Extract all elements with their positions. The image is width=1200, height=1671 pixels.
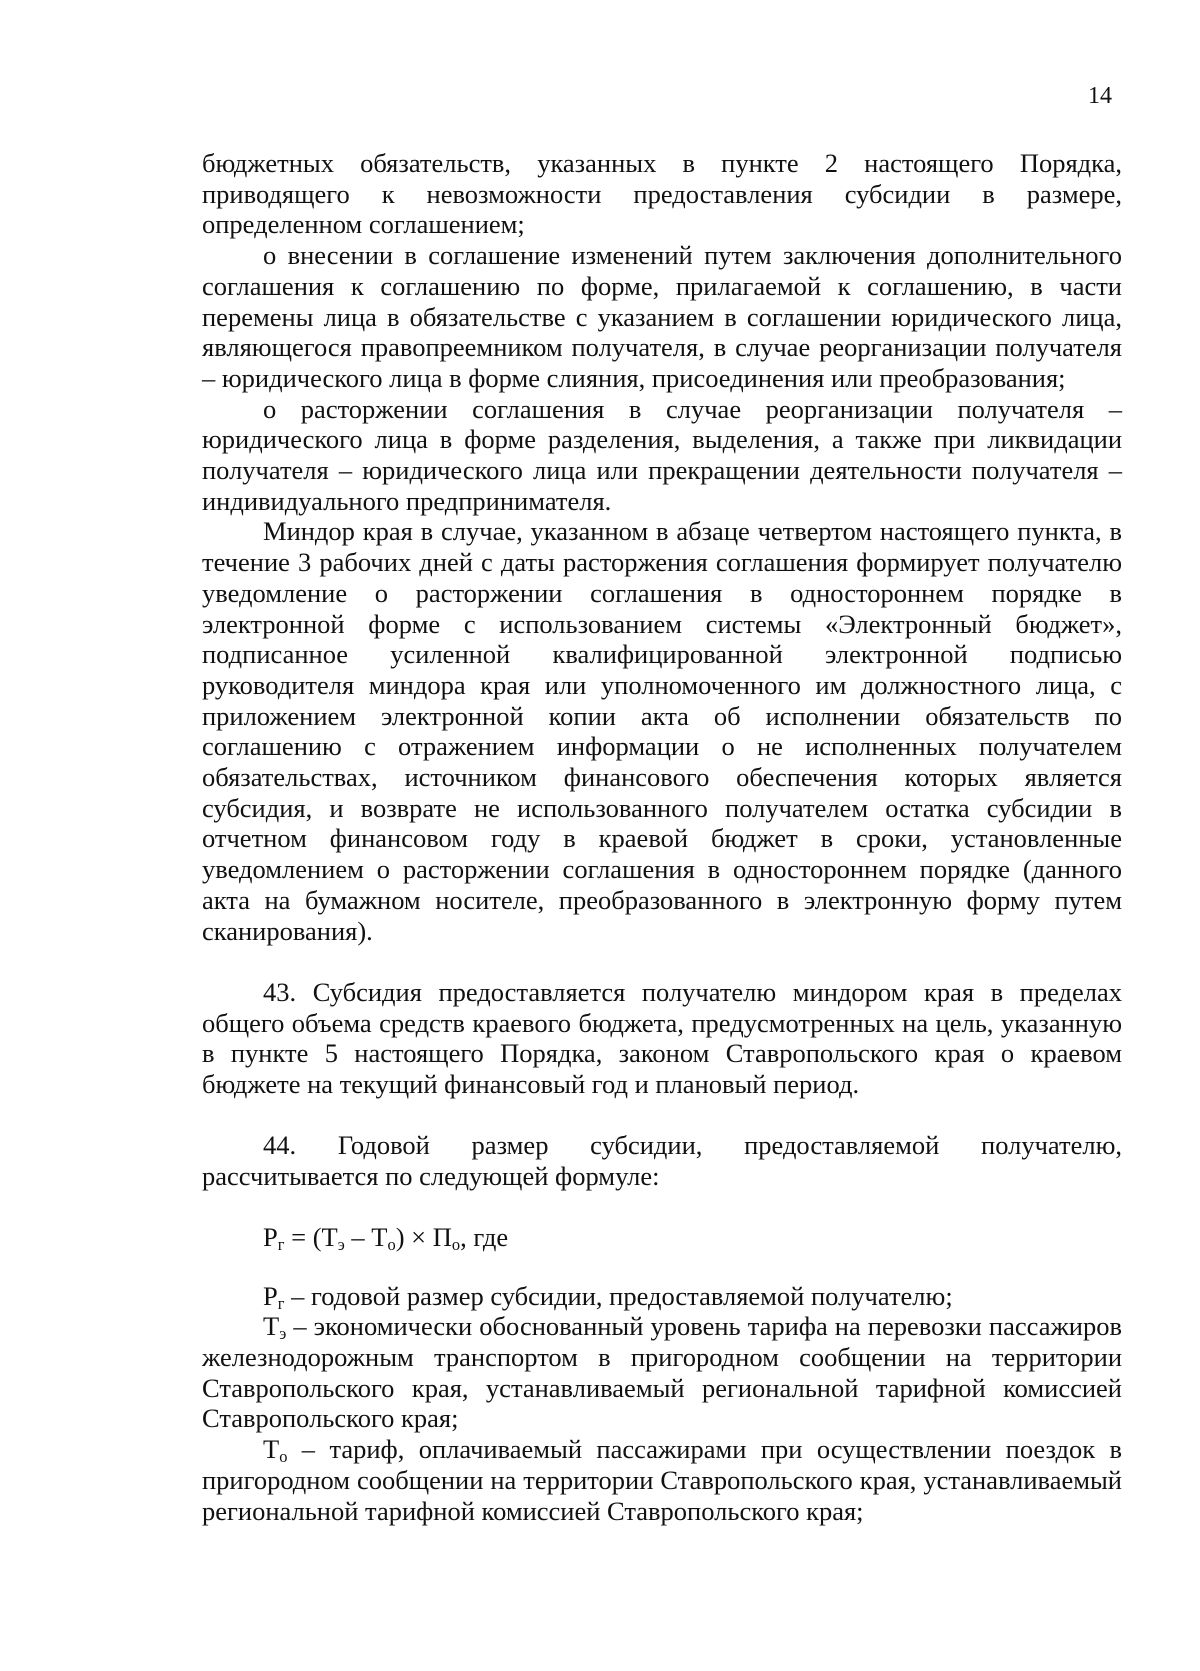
paragraph-termination: о расторжении соглашения в случае реорганизации получателя – юридического лица в форме разделения, выделения, а также при ликвидации получателя – юридического лица или прекращении деятельности получателя – индивидуального предпринимателя. bbox=[202, 393, 1122, 516]
paragraph-amendment: о внесении в соглашение изменений путем заключения дополнительного соглашения к соглашению по форме, прилагаемой к соглашению, в части перемены лица в обязательстве с указанием в соглашении юридического лица, являющегося правопреемником получателя, в случае реорганизации получателя – юридического лица в форме слияния, присоединения или преобразования; bbox=[202, 240, 1122, 393]
definition-to: $Т_о$ – тариф, оплачиваемый пассажирами при осуществлении поездок в пригородном сообщении на территории Ставропольского края, устанавливаемый региональной тарифной комиссией Ставропольского края; bbox=[202, 1434, 1122, 1526]
paragraph-item-43: 43. Субсидия предоставляется получателю миндором края в пределах общего объема средств краевого бюджета, предусмотренных на цель, указанную в пункте 5 настоящего Порядка, законом Ставропольского края о краевом бюджете на текущий финансовый год и плановый период. bbox=[202, 976, 1122, 1100]
paragraph-mindor-notice: Миндор края в случае, указанном в абзаце четвертом настоящего пункта, в течение 3 рабочих дней с даты расторжения соглашения формирует получателю уведомление о расторжении соглашения в одностороннем порядке в электронной форме с использованием системы «Электронный бюджет», подписанное усиленной квалифицированной электронной подписью руководителя миндора края или уполномоченного им должностного лица, с приложением электронной копии акта об исполнении обязательств по соглашению с отражением информации о не исполненных получателем обязательствах, источником финансового обеспечения которых является субсидия, и возврате не использованного получателем остатка субсидии в отчетном финансовом году в краевой бюджет в сроки, установленные уведомлением о расторжении соглашения в одностороннем порядке (данного акта на бумажном носителе, преобразованного в электронную форму путем сканирования). bbox=[202, 516, 1122, 946]
formula: $Р_г = (Т_э - Т_о) \times П_о$, где bbox=[263, 1221, 509, 1254]
definition-te: $Т_э$ – экономически обоснованный уровень тарифа на перевозки пассажиров железнодорожным транспортом в пригородном сообщении на территории Ставропольского края, устанавливаемый региональной тарифной комиссией Ставропольского края; bbox=[202, 1311, 1122, 1434]
document-body bbox=[202, 148, 1122, 1526]
paragraph-item-44: 44. Годовой размер субсидии, предоставляемой получателю, рассчитывается по следующей формуле: bbox=[202, 1130, 1122, 1192]
definition-pg: $Р_г$ – годовой размер субсидии, предоставляемой получателю; bbox=[263, 1280, 953, 1313]
page-number: 14 bbox=[1088, 83, 1112, 109]
paragraph-continuation: бюджетных обязательств, указанных в пункте 2 настоящего Порядка, приводящего к невозможности предоставления субсидии в размере, определенном соглашением; bbox=[202, 148, 1122, 240]
